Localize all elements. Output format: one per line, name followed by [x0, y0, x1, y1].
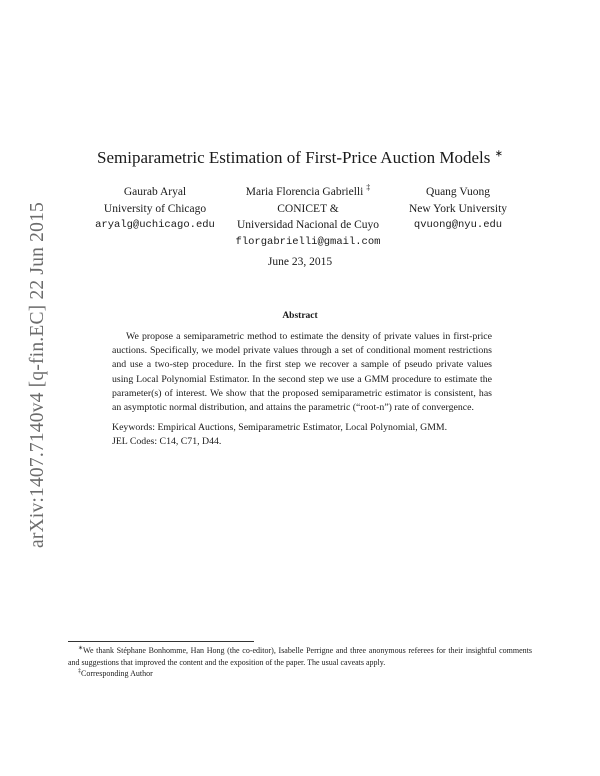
- author-email: aryalg@uchicago.edu: [95, 219, 215, 231]
- author-name: Maria Florencia Gabrielli: [245, 186, 364, 198]
- author-block-3: [373, 184, 543, 234]
- footnote-marker: ∗: [78, 645, 84, 652]
- author-affiliation: Universidad Nacional de Cuyo: [236, 219, 380, 231]
- author-affiliation: CONICET &: [277, 202, 339, 215]
- title-text: Semiparametric Estimation of First-Price Auction Models: [97, 148, 491, 167]
- paper-date: June 23, 2015: [267, 256, 333, 268]
- abstract-heading: Abstract: [282, 311, 318, 321]
- author-affiliation: New York University: [408, 202, 508, 215]
- author-name: Gaurab Aryal: [123, 186, 187, 198]
- title-footnote-marker: ∗: [494, 148, 503, 160]
- jel-codes: JEL Codes: C14, C71, D44.: [112, 436, 222, 448]
- author-email: florgabrielli@gmail.com: [235, 235, 381, 248]
- corresponding-author-marker: ‡: [366, 183, 371, 193]
- footnote-acknowledgements: [68, 645, 532, 668]
- abstract-body: We propose a semiparametric method to estimate the density of private values in first-price auctions. Specifically, we model private values through a set of conditional moment restrictions and use a two-step procedure. In the first step we recover a sample of pseudo private values using Local Polynomial Estimator. In the second step we use a GMM procedure to estimate the parameter(s) of interest. We show that the proposed semiparametric estimator is consistent, has an asymptotic normal distribution, and attains the parametric (“root-n”) rate of convergence.: [112, 331, 492, 414]
- author-name: Quang Vuong: [426, 186, 490, 198]
- keywords: Keywords: Empirical Auctions, Semiparametric Estimator, Local Polynomial, GMM.: [112, 422, 448, 433]
- paper-title: [0, 148, 600, 168]
- author-block-2: [225, 184, 391, 250]
- keywords-block: [112, 421, 492, 449]
- author-affiliation: University of Chicago: [103, 202, 207, 215]
- author-block-1: [70, 184, 240, 234]
- footnote-text: Corresponding Author: [81, 669, 153, 678]
- author-email: qvuong@nyu.edu: [413, 219, 503, 231]
- footnote-text: We thank Stéphane Bonhomme, Han Hong (the co-editor), Isabelle Perrigne and three anonymous referees for their insightful comments and suggestions that improved the content and the exposition of the paper. The usual caveats apply.: [68, 646, 532, 667]
- footnote-divider: [68, 641, 254, 642]
- footnote-corresponding-author: [68, 668, 532, 680]
- footnotes: [68, 645, 532, 680]
- footnote-marker: ‡: [78, 668, 81, 675]
- arxiv-identifier: arXiv:1407.7140v4 [q-fin.EC] 22 Jun 2015: [27, 202, 48, 548]
